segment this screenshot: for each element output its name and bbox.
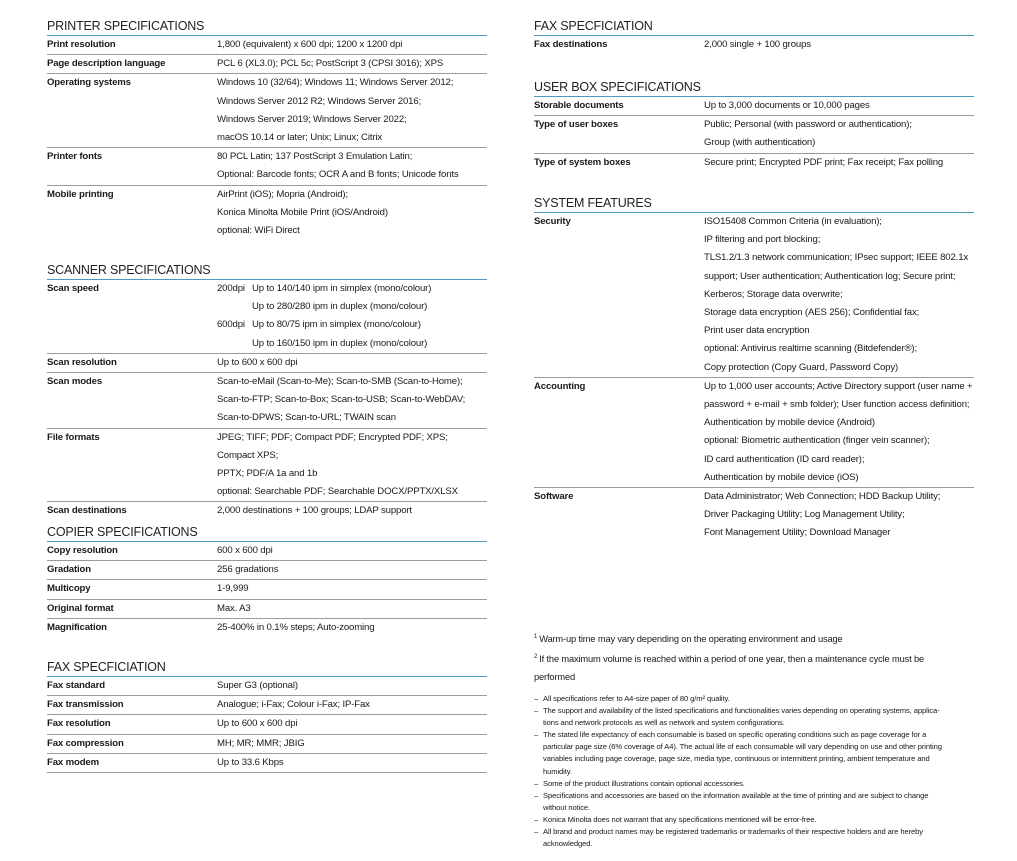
spec-value-line: 2,000 destinations + 100 groups; LDAP support xyxy=(217,505,412,517)
section-title: PRINTER SPECIFICATIONS xyxy=(47,17,487,36)
spec-label: File formats xyxy=(47,431,100,443)
spec-row xyxy=(47,619,487,637)
spec-value-line: PPTX; PDF/A 1a and 1b xyxy=(217,468,318,480)
disclaimer-line: – Specifications and accessories are based on the information available at the time of printing and are subject to change xyxy=(543,790,929,800)
footnote-text: Warm-up time may vary depending on the operating environment and usage xyxy=(539,634,843,644)
printer-specifications-section xyxy=(47,17,487,240)
spec-label: Type of system boxes xyxy=(534,156,631,168)
spec-label: Scan modes xyxy=(47,376,103,388)
spec-value: Up to 33.6 Kbps xyxy=(217,756,284,768)
spec-row xyxy=(534,154,974,172)
disclaimer-line: particular page size (6% coverage of A4). The actual life of each consumable will vary depending on use and other printing xyxy=(543,742,942,752)
spec-value-line: Copy protection (Copy Guard, Password Copy) xyxy=(704,361,899,373)
spec-row xyxy=(47,429,487,503)
spec-value-line: Storage data encryption (AES 256); Confidential fax; xyxy=(704,307,920,319)
spec-label: Copy resolution xyxy=(47,545,118,556)
spec-label: Original format xyxy=(47,602,114,614)
fax-specification-section xyxy=(534,17,974,54)
spec-value-line: IP filtering and port blocking; xyxy=(704,234,821,246)
spec-row xyxy=(47,677,487,696)
spec-value-line: TLS1.2/1.3 network communication; IPsec support; IEEE 802.1x xyxy=(704,252,969,264)
spec-row xyxy=(47,561,487,580)
spec-value xyxy=(704,116,974,152)
spec-label: Type of user boxes xyxy=(534,119,619,131)
footnote-number: 1 xyxy=(534,634,538,640)
spec-value xyxy=(217,148,487,184)
spec-value: Up to 3,000 documents or 10,000 pages xyxy=(704,100,870,111)
spec-label: Fax modem xyxy=(47,756,99,768)
spec-row xyxy=(534,36,974,54)
spec-value-line: Scan-to-eMail (Scan-to-Me); Scan-to-SMB (Scan-to-Home); xyxy=(217,376,463,388)
footnote-continuation: performed xyxy=(534,672,576,683)
disclaimer-line: – Some of the product illustrations contain optional accessories. xyxy=(543,778,745,788)
spec-row xyxy=(47,580,487,599)
disclaimer-item xyxy=(534,826,974,850)
spec-label: Fax compression xyxy=(47,737,124,749)
spec-value-line: Konica Minolta Mobile Print (iOS/Android) xyxy=(217,206,388,218)
spec-value xyxy=(217,280,487,353)
section-title: FAX SPECFICIATION xyxy=(534,17,974,36)
spec-value-line: Windows Server 2019; Windows Server 2022; xyxy=(217,113,407,125)
disclaimer-item xyxy=(534,778,974,790)
footnotes xyxy=(534,628,974,687)
scan-speed-text: Up to 140/140 ipm in simplex (mono/colour) xyxy=(252,283,432,294)
spec-value-line: Driver Packaging Utility; Log Management Utility; xyxy=(704,509,905,521)
scan-speed-line xyxy=(217,280,487,298)
spec-value-line: JPEG; TIFF; PDF; Compact PDF; Encrypted PDF; XPS; Compact XPS; xyxy=(217,431,448,461)
spec-row xyxy=(47,502,487,520)
spec-label: Scan destinations xyxy=(47,505,127,517)
spec-table xyxy=(534,97,974,172)
spec-label: Software xyxy=(534,491,574,503)
spec-value-line: support; User authentication; Authentication log; Secure print; xyxy=(704,270,956,282)
section-title: USER BOX SPECIFICATIONS xyxy=(534,78,974,97)
section-title: COPIER SPECIFICATIONS xyxy=(47,523,487,542)
spec-row xyxy=(47,354,487,373)
spec-value: 256 gradations xyxy=(217,564,279,576)
spec-label: Print resolution xyxy=(47,39,116,50)
spec-value-line: 80 PCL Latin; 137 PostScript 3 Emulation Latin; xyxy=(217,151,413,163)
footnote xyxy=(534,628,974,648)
spec-table xyxy=(47,542,487,637)
scan-dpi: 600dpi xyxy=(217,319,245,331)
footnote-number: 2 xyxy=(534,654,538,661)
spec-row xyxy=(47,373,487,429)
user-box-specifications-section xyxy=(534,78,974,172)
spec-value-line: Windows 10 (32/64); Windows 11; Windows Server 2012; xyxy=(217,77,454,89)
spec-row xyxy=(47,715,487,734)
scan-speed-text: Up to 280/280 ipm in duplex (mono/colour) xyxy=(252,301,428,313)
spec-row xyxy=(534,488,974,543)
spec-value-line: Windows Server 2012 R2; Windows Server 2016; xyxy=(217,95,422,107)
spec-row xyxy=(47,696,487,715)
spec-table xyxy=(534,213,974,543)
spec-value-line: optional: WiFi Direct xyxy=(217,225,300,237)
spec-value-line: Font Management Utility; Download Manager xyxy=(704,527,891,539)
scan-speed-line xyxy=(217,316,487,334)
spec-row xyxy=(47,754,487,773)
disclaimer-item xyxy=(534,790,974,814)
spec-value: 600 x 600 dpi xyxy=(217,545,273,556)
footnote-text: If the maximum volume is reached within a period of one year, then a maintenance cycle must be xyxy=(539,654,925,665)
spec-value-line: Scan-to-FTP; Scan-to-Box; Scan-to-USB; Scan-to-WebDAV; xyxy=(217,394,466,406)
spec-label: Scan resolution xyxy=(47,356,117,368)
disclaimer-line: – All specifications refer to A4-size paper of 80 g/m² quality. xyxy=(543,694,730,703)
spec-table xyxy=(534,36,974,54)
spec-row xyxy=(534,378,974,488)
spec-value: Max. A3 xyxy=(217,602,251,614)
spec-value-line: Kerberos; Storage data overwrite; xyxy=(704,288,843,300)
spec-value-line: Data Administrator; Web Connection; HDD Backup Utility; xyxy=(704,491,941,503)
section-title: FAX SPECFICIATION xyxy=(47,658,487,677)
spec-label: Operating systems xyxy=(47,77,131,89)
disclaimer-line: acknowledged. xyxy=(543,839,593,849)
spec-value-line: Optional: Barcode fonts; OCR A and B fonts; Unicode fonts xyxy=(217,169,459,181)
spec-label: Fax transmission xyxy=(47,699,124,711)
spec-value-line: Scan-to-DPWS; Scan-to-URL; TWAIN scan xyxy=(217,412,396,424)
spec-value xyxy=(217,373,487,428)
spec-value xyxy=(217,55,487,73)
spec-value-line: Authentication by mobile device (Android) xyxy=(704,417,875,429)
spec-row xyxy=(47,74,487,148)
spec-label: Security xyxy=(534,216,571,227)
spec-row xyxy=(47,36,487,55)
spec-value-line: macOS 10.14 or later; Unix; Linux; Citrix xyxy=(217,132,383,144)
footnote xyxy=(534,648,974,668)
spec-value-line: password + e-mail + smb folder); User function access definition; xyxy=(704,399,970,411)
spec-value-line: ISO15408 Common Criteria (in evaluation); xyxy=(704,216,882,227)
spec-label: Printer fonts xyxy=(47,151,103,163)
scan-speed-text: Up to 80/75 ipm in simplex (mono/colour) xyxy=(252,319,421,331)
scanner-specifications-section xyxy=(47,261,487,521)
disclaimer-line: without notice. xyxy=(543,802,591,812)
spec-row xyxy=(47,735,487,754)
spec-label: Storable documents xyxy=(534,100,624,111)
spec-row xyxy=(47,600,487,619)
spec-value-line: Up to 1,000 user accounts; Active Directory support (user name + xyxy=(704,380,973,392)
spec-value: Super G3 (optional) xyxy=(217,680,298,691)
disclaimer-line: – All brand and product names may be registered trademarks or trademarks of their respective holders and are hereby xyxy=(543,827,923,837)
disclaimer-line: humidity. xyxy=(543,766,572,776)
spec-row xyxy=(47,55,487,74)
spec-label: Page description language xyxy=(47,58,166,70)
spec-label: Fax destinations xyxy=(534,39,608,50)
spec-value xyxy=(217,429,487,502)
disclaimer-item xyxy=(534,729,974,777)
spec-row xyxy=(47,148,487,185)
spec-table xyxy=(47,677,487,773)
spec-value xyxy=(704,488,974,543)
spec-value-line: AirPrint (iOS); Mopria (Android); xyxy=(217,188,348,200)
spec-value: 25-400% in 0.1% steps; Auto-zooming xyxy=(217,621,375,633)
system-features-section xyxy=(534,194,974,543)
disclaimer-line: tions and network protocols as well as network and system configurations. xyxy=(543,718,785,728)
spec-value: 2,000 single + 100 groups xyxy=(704,39,811,50)
section-title: SCANNER SPECIFICATIONS xyxy=(47,261,487,280)
spec-label: Multicopy xyxy=(47,583,91,595)
spec-label: Fax resolution xyxy=(47,718,111,730)
spec-value xyxy=(704,213,974,377)
spec-value xyxy=(217,74,487,147)
spec-label: Magnification xyxy=(47,621,107,633)
disclaimer-line: variables including page coverage, page size, media type, continuous or intermittent printing, ambient temperature and xyxy=(543,754,930,764)
spec-label: Gradation xyxy=(47,564,91,576)
spec-value: 1-9,999 xyxy=(217,583,249,595)
spec-value-line: 1,800 (equivalent) x 600 dpi; 1200 x 1200 dpi xyxy=(217,39,403,50)
copier-specifications-section xyxy=(47,523,487,637)
spec-table xyxy=(47,36,487,240)
spec-value xyxy=(217,502,487,520)
disclaimer-item xyxy=(534,705,974,729)
spec-value xyxy=(217,36,487,54)
spec-value: Secure print; Encrypted PDF print; Fax receipt; Fax polling xyxy=(704,156,944,168)
disclaimer-line: – The stated life expectancy of each consumable is based on specific operating conditions such as page coverage for a xyxy=(543,730,927,740)
spec-value-line: optional: Antivirus realtime scanning (Bitdefender®); xyxy=(704,343,917,355)
spec-value-line: optional: Biometric authentication (finger vein scanner); xyxy=(704,435,930,447)
fax-specification-section xyxy=(47,658,487,773)
spec-value xyxy=(217,354,487,372)
spec-value: Up to 600 x 600 dpi xyxy=(217,718,298,730)
scan-dpi xyxy=(217,298,252,316)
disclaimer-line: – The support and availability of the listed specifications and functionalities varies depending on operating systems, applica- xyxy=(543,706,940,716)
spec-row xyxy=(47,280,487,354)
spec-row xyxy=(534,213,974,378)
disclaimers xyxy=(534,693,974,850)
disclaimer-item xyxy=(534,814,974,826)
scan-dpi xyxy=(217,335,252,353)
spec-value-line: Group (with authentication) xyxy=(704,137,816,149)
spec-value-line: Authentication by mobile device (iOS) xyxy=(704,471,859,483)
spec-label: Fax standard xyxy=(47,680,105,691)
disclaimer-item xyxy=(534,693,974,705)
scan-dpi: 200dpi xyxy=(217,283,245,294)
spec-value: Analogue; i-Fax; Colour i-Fax; IP-Fax xyxy=(217,699,370,711)
scan-speed-text: Up to 160/150 ipm in duplex (mono/colour) xyxy=(252,337,428,349)
spec-row xyxy=(534,116,974,153)
spec-value xyxy=(217,186,487,241)
spec-value-line: Print user data encryption xyxy=(704,325,810,337)
spec-value-line: PCL 6 (XL3.0); PCL 5c; PostScript 3 (CPSI 3016); XPS xyxy=(217,58,444,70)
spec-value: MH; MR; MMR; JBIG xyxy=(217,737,305,749)
spec-row xyxy=(47,186,487,241)
spec-value-line: ID card authentication (ID card reader); xyxy=(704,453,865,465)
spec-value-line: optional: Searchable PDF; Searchable DOCX/PPTX/XLSX xyxy=(217,486,458,498)
spec-table xyxy=(47,280,487,521)
spec-row xyxy=(47,542,487,561)
spec-value-line: Public; Personal (with password or authentication); xyxy=(704,119,912,131)
spec-label: Scan speed xyxy=(47,283,99,294)
spec-row xyxy=(534,97,974,116)
spec-label: Accounting xyxy=(534,380,586,392)
disclaimer-line: – Konica Minolta does not warrant that any specifications mentioned will be error-free. xyxy=(543,814,817,824)
scan-speed-line xyxy=(217,335,487,353)
scan-speed-line xyxy=(217,298,487,316)
spec-label: Mobile printing xyxy=(47,188,114,200)
spec-value xyxy=(704,378,974,487)
spec-value-line: Up to 600 x 600 dpi xyxy=(217,356,298,368)
section-title: SYSTEM FEATURES xyxy=(534,194,974,213)
